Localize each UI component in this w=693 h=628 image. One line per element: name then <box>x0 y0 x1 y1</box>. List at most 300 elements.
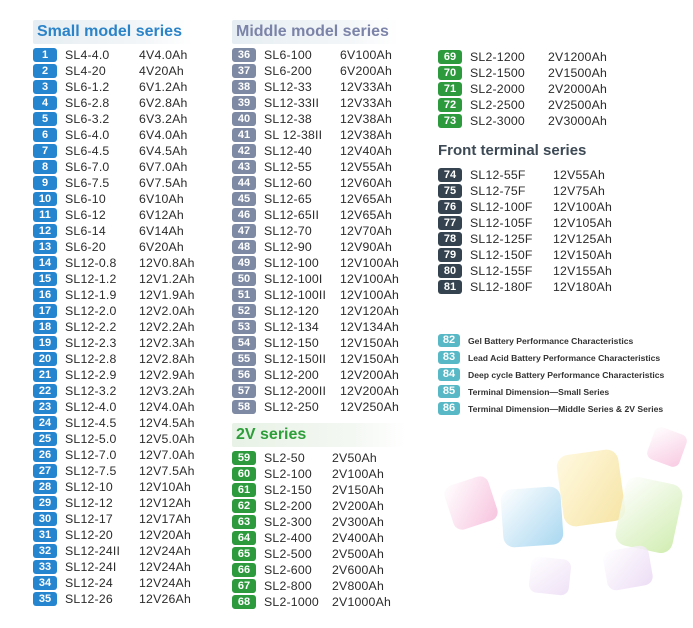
item-number-badge: 3 <box>33 80 57 94</box>
model-name: SL12-125F <box>470 232 533 246</box>
model-name: SL12-55 <box>264 160 312 174</box>
item-number-badge: 33 <box>33 560 57 574</box>
item-number-badge: 66 <box>232 563 256 577</box>
item-number-badge: 32 <box>33 544 57 558</box>
model-spec: 6V7.5Ah <box>139 176 188 190</box>
item-number-badge: 1 <box>33 48 57 62</box>
item-number-badge: 27 <box>33 464 57 478</box>
model-name: SL12-7.5 <box>65 464 117 478</box>
item-number-badge: 64 <box>232 531 256 545</box>
model-row <box>33 447 195 463</box>
item-number-badge: 38 <box>232 80 256 94</box>
model-row <box>33 111 195 127</box>
model-spec: 12V38Ah <box>340 128 392 142</box>
model-row <box>33 271 195 287</box>
model-spec: 6V1.2Ah <box>139 80 188 94</box>
model-row <box>33 575 195 591</box>
model-name: SL2-1200 <box>470 50 525 64</box>
model-row <box>33 543 195 559</box>
model-spec: 12V2.9Ah <box>139 368 195 382</box>
model-name: SL12-3.2 <box>65 384 117 398</box>
small-model-column <box>33 20 195 607</box>
model-name: SL12-2.3 <box>65 336 117 350</box>
model-name: SL12-7.0 <box>65 448 117 462</box>
model-name: SL12-4.5 <box>65 416 117 430</box>
model-name: SL6-4.0 <box>65 128 110 142</box>
model-row <box>33 223 195 239</box>
model-spec: 12V75Ah <box>553 184 605 198</box>
model-spec: 12V3.2Ah <box>139 384 195 398</box>
item-number-badge: 5 <box>33 112 57 126</box>
item-number-badge: 4 <box>33 96 57 110</box>
item-number-badge: 73 <box>438 114 462 128</box>
model-row <box>438 113 664 129</box>
model-spec: 4V20Ah <box>139 64 184 78</box>
model-row <box>232 207 406 223</box>
document-link[interactable] <box>438 384 664 399</box>
model-spec: 2V300Ah <box>332 515 384 529</box>
model-row <box>33 287 195 303</box>
model-row <box>33 463 195 479</box>
item-number-badge: 47 <box>232 224 256 238</box>
model-spec: 12V100Ah <box>340 272 400 286</box>
model-spec: 6V7.0Ah <box>139 160 188 174</box>
model-name: SL12-155F <box>470 264 533 278</box>
item-number-badge: 55 <box>232 352 256 366</box>
model-spec: 6V2.8Ah <box>139 96 188 110</box>
document-number-badge: 86 <box>438 402 460 415</box>
model-spec: 2V400Ah <box>332 531 384 545</box>
model-name: SL2-1000 <box>264 595 319 609</box>
item-number-badge: 53 <box>232 320 256 334</box>
model-name: SL12-65II <box>264 208 320 222</box>
document-number-badge: 83 <box>438 351 460 364</box>
model-name: SL12-33 <box>264 80 312 94</box>
item-number-badge: 26 <box>33 448 57 462</box>
item-number-badge: 77 <box>438 216 462 230</box>
model-name: SL12-1.2 <box>65 272 117 286</box>
model-row <box>232 578 406 594</box>
item-number-badge: 7 <box>33 144 57 158</box>
model-name: SL6-7.0 <box>65 160 110 174</box>
model-spec: 2V2000Ah <box>548 82 608 96</box>
item-number-badge: 62 <box>232 499 256 513</box>
model-spec: 12V180Ah <box>553 280 613 294</box>
document-number-badge: 85 <box>438 385 460 398</box>
model-spec: 12V2.2Ah <box>139 320 195 334</box>
model-name: SL2-500 <box>264 547 312 561</box>
item-number-badge: 40 <box>232 112 256 126</box>
model-name: SL6-4.5 <box>65 144 110 158</box>
model-row <box>33 191 195 207</box>
middle-series-list <box>232 47 406 415</box>
model-spec: 12V100Ah <box>553 200 613 214</box>
item-number-badge: 15 <box>33 272 57 286</box>
model-spec: 4V4.0Ah <box>139 48 188 62</box>
model-name: SL2-2000 <box>470 82 525 96</box>
model-name: SL6-14 <box>65 224 106 238</box>
model-name: SL6-7.5 <box>65 176 110 190</box>
model-row <box>232 143 406 159</box>
model-spec: 12V12Ah <box>139 496 191 510</box>
model-row <box>438 183 664 199</box>
model-row <box>33 559 195 575</box>
item-number-badge: 35 <box>33 592 57 606</box>
document-number-badge: 84 <box>438 368 460 381</box>
model-row <box>33 479 195 495</box>
model-name: SL6-12 <box>65 208 106 222</box>
model-spec: 12V38Ah <box>340 112 392 126</box>
model-name: SL6-3.2 <box>65 112 110 126</box>
model-row <box>33 159 195 175</box>
item-number-badge: 59 <box>232 451 256 465</box>
item-number-badge: 65 <box>232 547 256 561</box>
item-number-badge: 71 <box>438 82 462 96</box>
document-link[interactable] <box>438 401 664 416</box>
model-spec: 6V200Ah <box>340 64 392 78</box>
model-row <box>33 383 195 399</box>
model-name: SL12-24 <box>65 576 113 590</box>
model-spec: 12V65Ah <box>340 192 392 206</box>
item-number-badge: 70 <box>438 66 462 80</box>
model-row <box>33 47 195 63</box>
model-name: SL12-5.0 <box>65 432 117 446</box>
model-name: SL12-100II <box>264 288 327 302</box>
model-row <box>33 399 195 415</box>
document-label: Deep cycle Battery Performance Characteristics <box>468 369 665 380</box>
model-row <box>232 319 406 335</box>
item-number-badge: 18 <box>33 320 57 334</box>
item-number-badge: 14 <box>33 256 57 270</box>
item-number-badge: 20 <box>33 352 57 366</box>
model-spec: 2V3000Ah <box>548 114 608 128</box>
model-name: SL6-200 <box>264 64 312 78</box>
model-name: SL12-65 <box>264 192 312 206</box>
model-spec: 2V1200Ah <box>548 50 608 64</box>
model-spec: 12V2.8Ah <box>139 352 195 366</box>
document-label: Terminal Dimension—Middle Series & 2V Series <box>468 403 664 414</box>
model-spec: 12V120Ah <box>340 304 400 318</box>
model-name: SL12-60 <box>264 176 312 190</box>
model-row <box>232 594 406 610</box>
model-row <box>232 450 406 466</box>
model-name: SL2-200 <box>264 499 312 513</box>
item-number-badge: 12 <box>33 224 57 238</box>
model-row <box>232 79 406 95</box>
2v-series-title: 2V series <box>232 423 406 447</box>
model-row <box>232 303 406 319</box>
model-spec: 2V200Ah <box>332 499 384 513</box>
model-spec: 12V105Ah <box>553 216 613 230</box>
model-name: SL2-600 <box>264 563 312 577</box>
model-spec: 12V150Ah <box>553 248 613 262</box>
model-spec: 12V55Ah <box>340 160 392 174</box>
model-spec: 2V50Ah <box>332 451 377 465</box>
model-spec: 12V17Ah <box>139 512 191 526</box>
model-name: SL12-134 <box>264 320 319 334</box>
model-row <box>232 514 406 530</box>
item-number-badge: 72 <box>438 98 462 112</box>
item-number-badge: 41 <box>232 128 256 142</box>
front-terminal-series-title: Front terminal series <box>438 142 587 159</box>
model-name: SL12-200II <box>264 384 327 398</box>
model-row <box>232 367 406 383</box>
model-row <box>33 255 195 271</box>
model-row <box>438 65 664 81</box>
item-number-badge: 69 <box>438 50 462 64</box>
model-name: SL12-17 <box>65 512 113 526</box>
model-spec: 12V20Ah <box>139 528 191 542</box>
model-name: SL12-150F <box>470 248 533 262</box>
model-spec: 12V90Ah <box>340 240 392 254</box>
model-row <box>232 127 406 143</box>
model-name: SL12-40 <box>264 144 312 158</box>
model-row <box>33 143 195 159</box>
item-number-badge: 61 <box>232 483 256 497</box>
item-number-badge: 39 <box>232 96 256 110</box>
model-name: SL12-2.2 <box>65 320 117 334</box>
model-row <box>33 207 195 223</box>
model-row <box>33 79 195 95</box>
model-row <box>438 279 664 295</box>
model-spec: 12V4.5Ah <box>139 416 195 430</box>
model-name: SL12-120 <box>264 304 319 318</box>
model-name: SL12-0.8 <box>65 256 117 270</box>
model-spec: 12V70Ah <box>340 224 392 238</box>
model-name: SL12-2.0 <box>65 304 117 318</box>
model-row <box>438 97 664 113</box>
item-number-badge: 28 <box>33 480 57 494</box>
model-row <box>232 562 406 578</box>
model-row <box>232 351 406 367</box>
model-spec: 2V500Ah <box>332 547 384 561</box>
model-row <box>33 239 195 255</box>
item-number-badge: 57 <box>232 384 256 398</box>
model-name: SL12-250 <box>264 400 319 414</box>
model-name: SL12-24II <box>65 544 121 558</box>
document-link[interactable] <box>438 350 664 365</box>
model-name: SL2-150 <box>264 483 312 497</box>
item-number-badge: 2 <box>33 64 57 78</box>
model-spec: 12V2.0Ah <box>139 304 195 318</box>
model-spec: 6V3.2Ah <box>139 112 188 126</box>
model-spec: 6V14Ah <box>139 224 184 238</box>
model-row <box>33 127 195 143</box>
model-row <box>232 383 406 399</box>
item-number-badge: 63 <box>232 515 256 529</box>
model-name: SL4-4.0 <box>65 48 110 62</box>
model-spec: 12V125Ah <box>553 232 613 246</box>
model-row <box>438 199 664 215</box>
document-number-badge: 82 <box>438 334 460 347</box>
model-name: SL12-100I <box>264 272 323 286</box>
model-spec: 6V20Ah <box>139 240 184 254</box>
model-spec: 6V12Ah <box>139 208 184 222</box>
model-name: SL12-105F <box>470 216 533 230</box>
model-name: SL6-1.2 <box>65 80 110 94</box>
model-name: SL12-24I <box>65 560 117 574</box>
model-row <box>438 167 664 183</box>
item-number-badge: 21 <box>33 368 57 382</box>
model-row <box>232 546 406 562</box>
model-name: SL12-10 <box>65 480 113 494</box>
item-number-badge: 37 <box>232 64 256 78</box>
document-label: Lead Acid Battery Performance Characteristics <box>468 352 661 363</box>
item-number-badge: 50 <box>232 272 256 286</box>
model-name: SL12-4.0 <box>65 400 117 414</box>
model-row <box>232 335 406 351</box>
model-name: SL6-2.8 <box>65 96 110 110</box>
model-row <box>33 175 195 191</box>
model-row <box>232 47 406 63</box>
item-number-badge: 46 <box>232 208 256 222</box>
model-row <box>33 335 195 351</box>
item-number-badge: 9 <box>33 176 57 190</box>
model-spec: 12V1.9Ah <box>139 288 195 302</box>
model-spec: 12V150Ah <box>340 336 400 350</box>
model-name: SL12-20 <box>65 528 113 542</box>
model-spec: 2V800Ah <box>332 579 384 593</box>
model-name: SL2-400 <box>264 531 312 545</box>
model-row <box>33 367 195 383</box>
item-number-badge: 76 <box>438 200 462 214</box>
model-row <box>232 223 406 239</box>
model-row <box>438 81 664 97</box>
model-name: SL2-800 <box>264 579 312 593</box>
model-name: SL6-10 <box>65 192 106 206</box>
item-number-badge: 44 <box>232 176 256 190</box>
model-row <box>232 466 406 482</box>
model-name: SL12-26 <box>65 592 113 606</box>
item-number-badge: 30 <box>33 512 57 526</box>
model-name: SL12-38 <box>264 112 312 126</box>
model-spec: 6V4.5Ah <box>139 144 188 158</box>
model-spec: 12V60Ah <box>340 176 392 190</box>
item-number-badge: 29 <box>33 496 57 510</box>
model-row <box>33 527 195 543</box>
model-name: SL6-100 <box>264 48 312 62</box>
model-row <box>438 49 664 65</box>
model-row <box>232 63 406 79</box>
model-spec: 12V24Ah <box>139 576 191 590</box>
model-row <box>232 239 406 255</box>
document-label: Terminal Dimension—Small Series <box>468 386 610 397</box>
item-number-badge: 36 <box>232 48 256 62</box>
model-name: SL 12-38II <box>264 128 323 142</box>
model-spec: 12V1.2Ah <box>139 272 195 286</box>
item-number-badge: 8 <box>33 160 57 174</box>
item-number-badge: 80 <box>438 264 462 278</box>
document-list <box>438 333 664 416</box>
model-name: SL12-2.8 <box>65 352 117 366</box>
model-spec: 6V10Ah <box>139 192 184 206</box>
model-row <box>33 415 195 431</box>
2v-series-list-continued <box>438 49 664 129</box>
model-name: SL12-75F <box>470 184 526 198</box>
model-row <box>232 271 406 287</box>
item-number-badge: 75 <box>438 184 462 198</box>
model-row <box>232 482 406 498</box>
item-number-badge: 51 <box>232 288 256 302</box>
model-row <box>33 511 195 527</box>
model-row <box>33 591 195 607</box>
model-row <box>232 175 406 191</box>
model-spec: 2V1000Ah <box>332 595 392 609</box>
model-row <box>232 498 406 514</box>
item-number-badge: 78 <box>438 232 462 246</box>
item-number-badge: 42 <box>232 144 256 158</box>
model-row <box>232 111 406 127</box>
item-number-badge: 67 <box>232 579 256 593</box>
model-name: SL12-12 <box>65 496 113 510</box>
model-name: SL2-3000 <box>470 114 525 128</box>
item-number-badge: 23 <box>33 400 57 414</box>
model-row <box>438 231 664 247</box>
model-name: SL6-20 <box>65 240 106 254</box>
model-spec: 12V65Ah <box>340 208 392 222</box>
item-number-badge: 31 <box>33 528 57 542</box>
model-name: SL12-180F <box>470 280 533 294</box>
model-spec: 12V33Ah <box>340 96 392 110</box>
model-row <box>232 530 406 546</box>
model-spec: 12V7.5Ah <box>139 464 195 478</box>
document-label: Gel Battery Performance Characteristics <box>468 335 634 346</box>
2v-series-list <box>232 450 406 610</box>
model-name: SL12-70 <box>264 224 312 238</box>
item-number-badge: 74 <box>438 168 462 182</box>
model-spec: 12V4.0Ah <box>139 400 195 414</box>
model-spec: 12V40Ah <box>340 144 392 158</box>
middle-series-title: Middle model series <box>232 20 398 44</box>
document-link[interactable] <box>438 333 664 348</box>
item-number-badge: 45 <box>232 192 256 206</box>
item-number-badge: 54 <box>232 336 256 350</box>
model-spec: 6V4.0Ah <box>139 128 188 142</box>
item-number-badge: 19 <box>33 336 57 350</box>
document-link[interactable] <box>438 367 664 382</box>
item-number-badge: 43 <box>232 160 256 174</box>
model-row <box>232 399 406 415</box>
item-number-badge: 16 <box>33 288 57 302</box>
model-spec: 12V33Ah <box>340 80 392 94</box>
model-row <box>438 247 664 263</box>
model-row <box>438 215 664 231</box>
model-row <box>232 159 406 175</box>
model-name: SL12-2.9 <box>65 368 117 382</box>
model-name: SL12-100 <box>264 256 319 270</box>
small-series-title: Small model series <box>33 20 192 44</box>
model-row <box>33 351 195 367</box>
model-row <box>33 95 195 111</box>
model-spec: 12V134Ah <box>340 320 400 334</box>
model-spec: 12V250Ah <box>340 400 400 414</box>
model-row <box>33 319 195 335</box>
item-number-badge: 58 <box>232 400 256 414</box>
item-number-badge: 25 <box>33 432 57 446</box>
model-spec: 2V600Ah <box>332 563 384 577</box>
model-spec: 2V150Ah <box>332 483 384 497</box>
model-spec: 2V2500Ah <box>548 98 608 112</box>
model-name: SL2-2500 <box>470 98 525 112</box>
small-series-list <box>33 47 195 607</box>
middle-model-column <box>232 20 406 610</box>
model-name: SL2-1500 <box>470 66 525 80</box>
front-terminal-series-list <box>438 167 664 295</box>
model-row <box>438 263 664 279</box>
model-name: SL12-33II <box>264 96 320 110</box>
model-spec: 12V2.3Ah <box>139 336 195 350</box>
model-name: SL12-90 <box>264 240 312 254</box>
